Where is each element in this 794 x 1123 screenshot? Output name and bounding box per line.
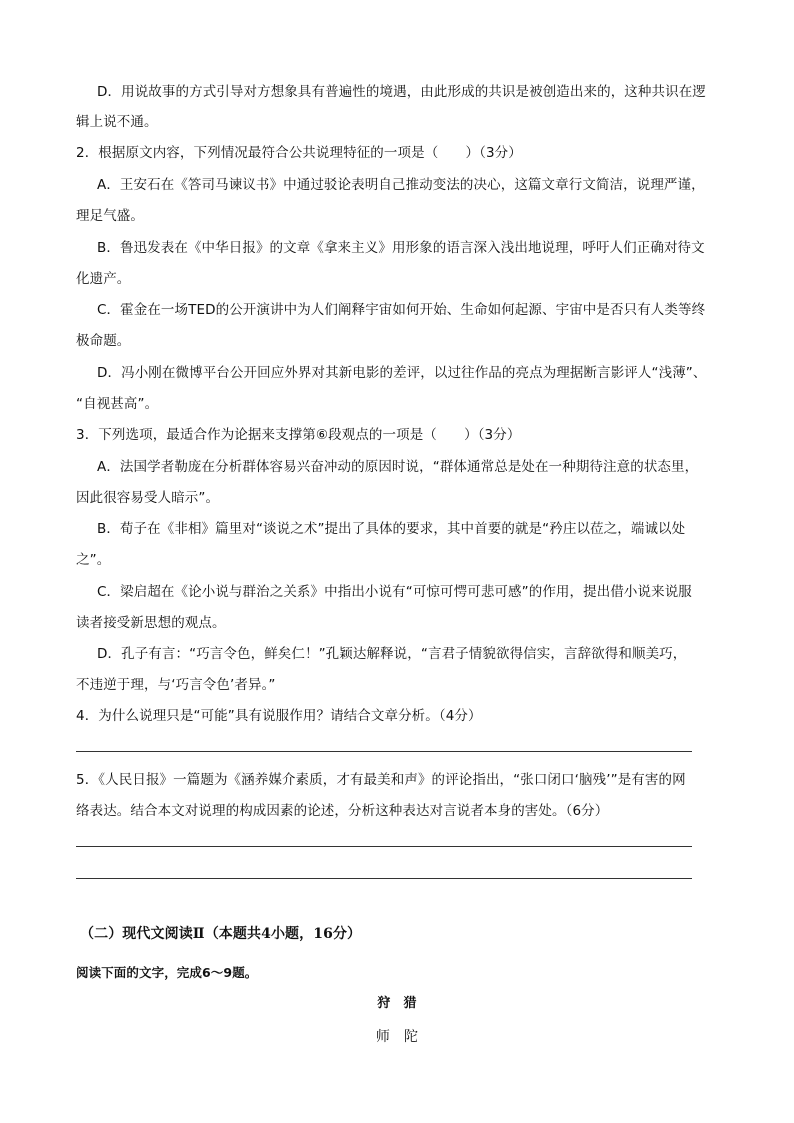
q3-option-c-line1: C．梁启超在《论小说与群治之关系》中指出小说有“可惊可愕可悲可感”的作用，提出借小说来说服 [97, 584, 692, 600]
story-title: 狩 猎 [377, 996, 417, 1011]
q3-option-d-line2: 不违逆于理，与‘巧言令色’者异。” [76, 677, 276, 693]
q5-answer-line-1 [76, 846, 692, 847]
reading-instruction: 阅读下面的文字，完成6～9题。 [76, 965, 258, 980]
q5-answer-line-2 [76, 878, 692, 879]
q2-option-d-line2: “自视甚高”。 [76, 396, 159, 412]
q4-answer-line [76, 751, 692, 752]
q2-option-c-line2: 极命题。 [76, 333, 131, 349]
q2-option-c-line1: C．霍金在一场TED的公开演讲中为人们阐释宇宙如何开始、生命如何起源、宇宙中是否只有人类等终 [97, 302, 706, 318]
question-2: 2．根据原文内容，下列情况最符合公共说理特征的一项是（ ）（3分） [76, 145, 522, 161]
q3-option-d-line1: D．孔子有言：“巧言令色，鲜矣仁！”孔颖达解释说，“言君子情貌欲得信实，言辞欲得和顺美巧， [97, 646, 687, 662]
q3-option-b-line2: 之”。 [76, 552, 111, 568]
q2-option-b-line2: 化遗产。 [76, 271, 131, 287]
q3-option-c-line2: 读者接受新思想的观点。 [76, 615, 226, 631]
q2-option-a-line1: A．王安石在《答司马谏议书》中通过驳论表明自己推动变法的决心，这篇文章行文简洁，说理严谨， [97, 177, 705, 193]
section-2-heading: （二）现代文阅读Ⅱ（本题共4小题，16分） [80, 926, 362, 942]
q3-option-a-line1: A．法国学者勒庞在分析群体容易兴奋冲动的原因时说，“群体通常总是处在一种期待注意的状态里， [97, 459, 699, 475]
q2-option-b-line1: B．鲁迅发表在《中华日报》的文章《拿来主义》用形象的语言深入浅出地说理，呼吁人们正确对待文 [97, 240, 705, 256]
q3-option-a-line2: 因此很容易受人暗示”。 [76, 490, 220, 506]
question-4: 4．为什么说理只是“可能”具有说服作用？请结合文章分析。（4分） [76, 708, 482, 724]
question-3: 3．下列选项，最适合作为论据来支撑第⑥段观点的一项是（ ）（3分） [76, 427, 521, 443]
q2-option-d-line1: D．冯小刚在微博平台公开回应外界对其新电影的差评，以过往作品的亮点为理据断言影评人“浅薄”、 [97, 365, 707, 381]
q1-option-d-line2: 辑上说不通。 [76, 114, 158, 130]
q2-option-a-line2: 理足气盛。 [76, 208, 144, 224]
q1-option-d-line1: D．用说故事的方式引导对方想象具有普遍性的境遇，由此形成的共识是被创造出来的，这种共识在逻 [97, 84, 706, 100]
story-author: 师 陀 [375, 1029, 419, 1045]
question-5-line1: 5．《人民日报》一篇题为《涵养媒介素质，才有最美和声》的评论指出，“张口闭口‘脑残’”是有害的网 [76, 772, 686, 788]
q3-option-b-line1: B．荀子在《非相》篇里对“谈说之术”提出了具体的要求，其中首要的就是“矜庄以莅之，端诚以处 [97, 521, 686, 537]
question-5-line2: 络表达。结合本文对说理的构成因素的论述，分析这种表达对言说者本身的害处。（6分） [76, 803, 609, 819]
